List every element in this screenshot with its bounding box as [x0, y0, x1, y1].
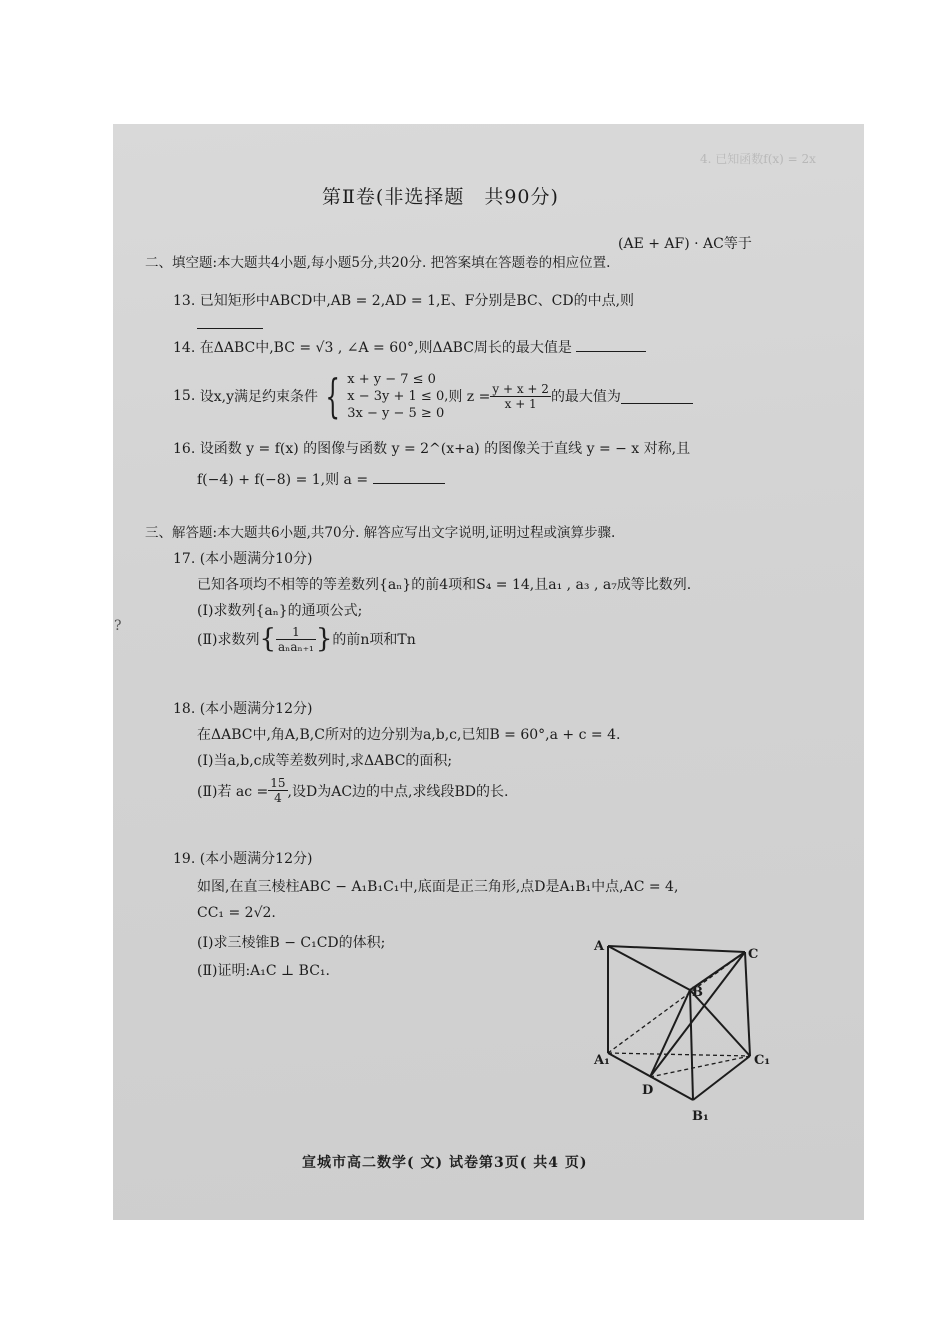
- question-16: [173, 438, 690, 458]
- q18-stem: 在ΔABC中,角A,B,C所对的边分别为a,b,c,已知B = 60°,a + c = 4.: [197, 727, 621, 743]
- q15-answer-blank: [621, 389, 693, 404]
- q14-answer-blank: [576, 337, 646, 352]
- q18-part-2-tail: ,设D为AC边的中点,求线段BD的长.: [287, 783, 509, 800]
- question-16-line-2: [197, 469, 445, 489]
- q17-part-2-tail: 的前n项和Tn: [332, 632, 416, 648]
- q14-text: 在ΔABC中,BC = √3 , ∠A = 60°,则ΔABC周长的最大值是: [199, 340, 572, 356]
- q17-fraction-denominator: aₙaₙ₊₁: [278, 639, 314, 654]
- q19-stem-1: 如图,在直三棱柱ABC − A₁B₁C₁中,底面是正三角形,点D是A₁B₁中点,AC = 4,: [197, 879, 679, 895]
- constraint-2: x − 3y + 1 ≤ 0,: [347, 388, 449, 404]
- constraint-3: 3x − y − 5 ≥ 0: [347, 405, 445, 421]
- q18-part-2: [197, 776, 508, 805]
- bleed-through-text: 4. 已知函数f(x) = 2x: [700, 152, 816, 166]
- edge-CD: [650, 952, 745, 1077]
- section-header-fill-in: [145, 251, 610, 271]
- q15-mid: 则 z =: [448, 389, 491, 405]
- page-footer: 宣城市高二数学( 文) 试卷第3页( 共4 页): [302, 1155, 588, 1171]
- question-15: [173, 362, 693, 430]
- q18-fraction: [268, 776, 287, 805]
- q13-number: 13.: [173, 293, 196, 309]
- label-A: A: [594, 939, 605, 954]
- constraint-brace: {: [325, 369, 340, 423]
- edge-A1C1-hidden: [608, 1053, 750, 1056]
- q18-number: 18.: [173, 701, 196, 717]
- constraint-system: [347, 371, 448, 422]
- question-17-heading: [173, 548, 312, 568]
- label-B: B: [692, 985, 703, 1000]
- q13-text-a: 已知矩形中ABCD中,AB = 2,AD = 1,E、F分别是BC、CD的中点,则: [199, 293, 635, 309]
- q16-number: 16.: [173, 441, 196, 457]
- q19-part-1: (Ⅰ)求三棱锥B − C₁CD的体积;: [197, 935, 386, 951]
- question-18-heading: [173, 698, 312, 718]
- q18-part-2-lead: (Ⅱ)若 ac =: [197, 783, 269, 800]
- edge-AB: [608, 946, 690, 990]
- q19-part-2: (Ⅱ)证明:A₁C ⊥ BC₁.: [197, 963, 330, 979]
- page-title: 第Ⅱ卷(非选择题 共90分): [322, 186, 559, 208]
- label-D: D: [642, 1083, 654, 1098]
- question-14: [173, 337, 646, 357]
- q18-part-1: (Ⅰ)当a,b,c成等差数列时,求ΔABC的面积;: [197, 753, 453, 769]
- q17-fraction-numerator: 1: [276, 625, 316, 640]
- q17-score: (本小题满分10分): [199, 551, 313, 567]
- q15-fraction-numerator: y + x + 2: [492, 381, 549, 396]
- q15-lead: 设x,y满足约束条件: [199, 389, 318, 405]
- q17-part-1: (Ⅰ)求数列{aₙ}的通项公式;: [197, 603, 363, 619]
- constraint-1: x + y − 7 ≤ 0: [347, 371, 436, 387]
- question-13: [173, 290, 634, 310]
- q17-fraction: [276, 625, 316, 654]
- q17-stem: 已知各项均不相等的等差数列{aₙ}的前4项和S₄ = 14,且a₁ , a₃ , a₇成等比数列.: [197, 577, 692, 593]
- left-brace: {: [259, 624, 276, 654]
- q17-part-2: [197, 624, 416, 654]
- label-C1: C₁: [754, 1053, 771, 1068]
- q16-answer-blank: [373, 469, 445, 484]
- edge-CC1: [745, 952, 750, 1056]
- label-C: C: [748, 947, 759, 962]
- q15-number: 15.: [173, 388, 196, 404]
- label-A1: A₁: [594, 1053, 610, 1068]
- q17-part-2-lead: (Ⅱ)求数列: [197, 632, 260, 648]
- q13-text-b: (AE + AF) · AC等于: [618, 236, 752, 252]
- q19-number: 19.: [173, 851, 196, 867]
- label-B1: B₁: [692, 1109, 709, 1124]
- q19-score: (本小题满分12分): [199, 851, 313, 867]
- q18-score: (本小题满分12分): [199, 701, 313, 717]
- q16-text-1: 设函数 y = f(x) 的图像与函数 y = 2^(x+a) 的图像关于直线 y = − x 对称,且: [199, 441, 691, 457]
- q15-fraction-denominator: x + 1: [504, 396, 537, 411]
- instruction: 把答案填在答题卷的相应位置.: [430, 255, 611, 271]
- q16-text-2: f(−4) + f(−8) = 1,则 a =: [197, 472, 369, 488]
- section2-header: 二、填空题:本大题共4小题,每小题5分,共20分.: [145, 255, 427, 271]
- prism-figure: [580, 930, 780, 1130]
- right-brace: }: [315, 624, 333, 654]
- q14-number: 14.: [173, 340, 196, 356]
- question-19-heading: [173, 848, 312, 868]
- q15-fraction: [490, 382, 551, 411]
- section3-header: 三、解答题:本大题共6小题,共70分. 解答应写出文字说明,证明过程或演算步骤.: [145, 525, 616, 541]
- q18-fraction-denominator: 4: [274, 791, 282, 805]
- edge-AC: [608, 946, 745, 952]
- q13-answer-blank: [197, 316, 263, 329]
- edge-BB1: [690, 990, 693, 1100]
- q17-number: 17.: [173, 551, 196, 567]
- q18-fraction-numerator: 15: [270, 776, 286, 790]
- margin-mark: ?: [114, 618, 122, 634]
- q15-tail: 的最大值为: [550, 389, 621, 405]
- q19-stem-2: CC₁ = 2√2.: [197, 905, 276, 921]
